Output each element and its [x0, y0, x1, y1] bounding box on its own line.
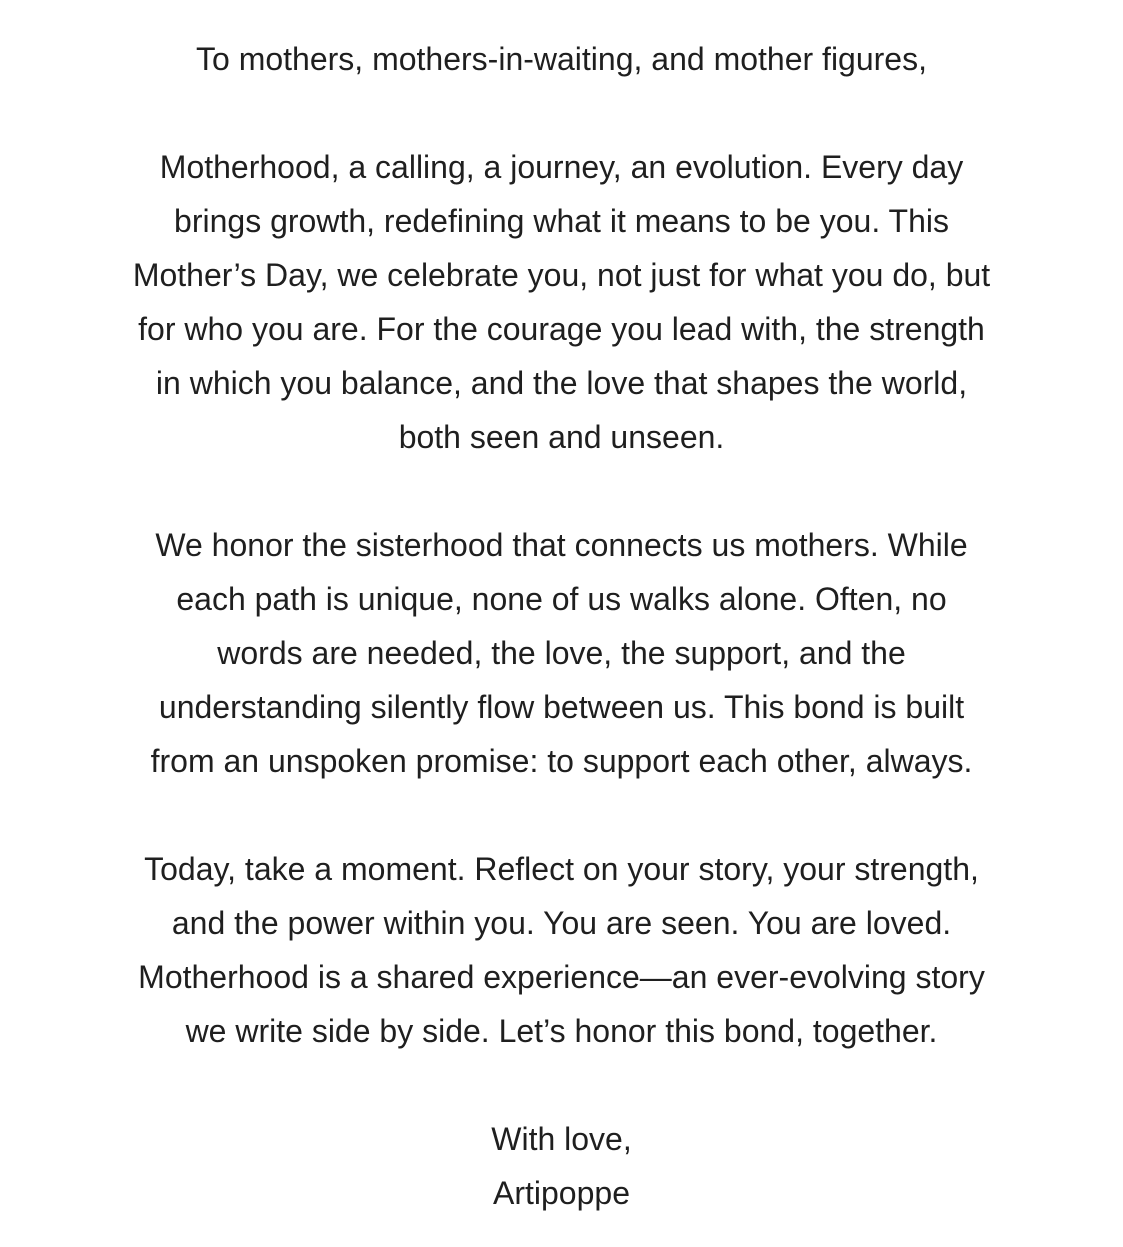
- salutation: [0, 32, 1123, 86]
- sign-off: [0, 1112, 1123, 1220]
- paragraph-1: [0, 140, 1123, 464]
- paragraph-line: Motherhood, a calling, a journey, an evolution. Every day: [159, 149, 964, 185]
- salutation-text: To mothers, mothers-in-waiting, and mother figures,: [196, 41, 927, 77]
- paragraph-line: each path is unique, none of us walks alone. Often, no: [176, 581, 947, 617]
- paragraph-line: Today, take a moment. Reflect on your story, your strength,: [144, 851, 979, 887]
- paragraph-2: [0, 518, 1123, 788]
- paragraph-line: Motherhood is a shared experience—an ever-evolving story: [138, 959, 985, 995]
- signature: Artipoppe: [493, 1175, 630, 1211]
- paragraph-line: brings growth, redefining what it means to be you. This: [174, 203, 949, 239]
- paragraph-line: in which you balance, and the love that shapes the world,: [155, 365, 968, 401]
- paragraph-3: [0, 842, 1123, 1058]
- paragraph-line: and the power within you. You are seen. You are loved.: [171, 905, 952, 941]
- paragraph-line: from an unspoken promise: to support each other, always.: [150, 743, 973, 779]
- paragraph-line: both seen and unseen.: [398, 419, 725, 455]
- paragraph-line: understanding silently flow between us. This bond is built: [158, 689, 965, 725]
- paragraph-line: Mother’s Day, we celebrate you, not just for what you do, but: [132, 257, 991, 293]
- letter: [0, 32, 1123, 1220]
- paragraph-line: words are needed, the love, the support, and the: [217, 635, 906, 671]
- paragraph-line: we write side by side. Let’s honor this bond, together.: [185, 1013, 938, 1049]
- closing: With love,: [491, 1121, 632, 1157]
- paragraph-line: We honor the sisterhood that connects us mothers. While: [155, 527, 968, 563]
- paragraph-line: for who you are. For the courage you lead with, the strength: [138, 311, 985, 347]
